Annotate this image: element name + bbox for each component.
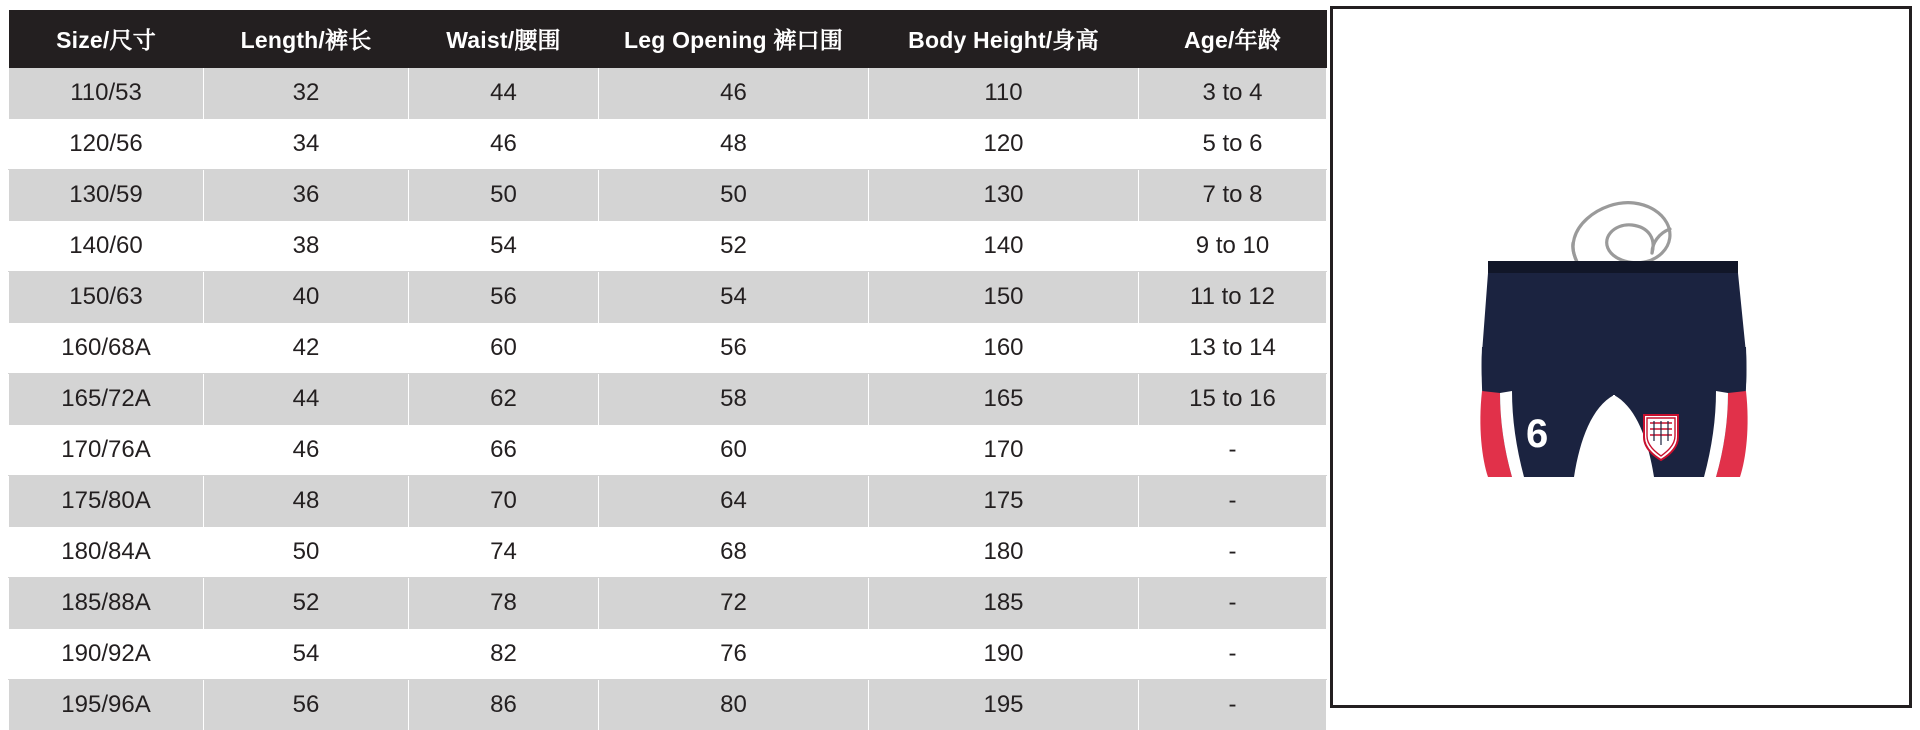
cell-size: 160/68A xyxy=(9,323,204,374)
cell-age: - xyxy=(1139,476,1327,527)
cell-age: 11 to 12 xyxy=(1139,272,1327,323)
cell-body-height: 180 xyxy=(869,527,1139,578)
cell-body-height: 110 xyxy=(869,68,1139,119)
drawstring-icon xyxy=(1573,203,1670,263)
table-row xyxy=(9,476,1327,527)
column-header-size: Size/尺寸 xyxy=(9,10,204,68)
cell-size: 190/92A xyxy=(9,629,204,680)
cell-size: 165/72A xyxy=(9,374,204,425)
table-row xyxy=(9,170,1327,221)
cell-size: 110/53 xyxy=(9,68,204,119)
cell-age: 7 to 8 xyxy=(1139,170,1327,221)
cell-length: 40 xyxy=(204,272,409,323)
cell-age: 3 to 4 xyxy=(1139,68,1327,119)
cell-size: 185/88A xyxy=(9,578,204,629)
cell-size: 130/59 xyxy=(9,170,204,221)
cell-waist: 46 xyxy=(409,119,599,170)
table-row xyxy=(9,425,1327,476)
cell-size: 140/60 xyxy=(9,221,204,272)
cell-waist: 60 xyxy=(409,323,599,374)
cell-leg-opening: 76 xyxy=(599,629,869,680)
cell-waist: 44 xyxy=(409,68,599,119)
column-header-leg-opening: Leg Opening 裤口围 xyxy=(599,10,869,68)
cell-leg-opening: 58 xyxy=(599,374,869,425)
cell-body-height: 140 xyxy=(869,221,1139,272)
cell-body-height: 185 xyxy=(869,578,1139,629)
cell-body-height: 190 xyxy=(869,629,1139,680)
cell-waist: 78 xyxy=(409,578,599,629)
cell-waist: 50 xyxy=(409,170,599,221)
cell-length: 46 xyxy=(204,425,409,476)
cell-leg-opening: 48 xyxy=(599,119,869,170)
cell-leg-opening: 80 xyxy=(599,680,869,730)
cell-length: 56 xyxy=(204,680,409,730)
table-row xyxy=(9,323,1327,374)
column-header-body-height: Body Height/身高 xyxy=(869,10,1139,68)
table-header-row xyxy=(9,10,1327,68)
cell-length: 36 xyxy=(204,170,409,221)
cell-length: 42 xyxy=(204,323,409,374)
cell-leg-opening: 54 xyxy=(599,272,869,323)
cell-body-height: 160 xyxy=(869,323,1139,374)
jersey-number: 6 xyxy=(1526,412,1548,456)
cell-body-height: 130 xyxy=(869,170,1139,221)
table-row xyxy=(9,578,1327,629)
product-image-pane xyxy=(1330,6,1912,708)
table-header xyxy=(9,10,1327,68)
cell-length: 44 xyxy=(204,374,409,425)
cell-waist: 54 xyxy=(409,221,599,272)
cell-age: - xyxy=(1139,629,1327,680)
cell-age: - xyxy=(1139,680,1327,730)
table-row xyxy=(9,374,1327,425)
cell-body-height: 150 xyxy=(869,272,1139,323)
cell-leg-opening: 56 xyxy=(599,323,869,374)
column-header-age: Age/年龄 xyxy=(1139,10,1327,68)
table-row xyxy=(9,119,1327,170)
shorts-svg xyxy=(1456,177,1786,537)
cell-waist: 74 xyxy=(409,527,599,578)
cell-body-height: 165 xyxy=(869,374,1139,425)
cell-length: 34 xyxy=(204,119,409,170)
cell-body-height: 170 xyxy=(869,425,1139,476)
cell-age: 13 to 14 xyxy=(1139,323,1327,374)
table-row xyxy=(9,527,1327,578)
table-row xyxy=(9,272,1327,323)
cell-leg-opening: 60 xyxy=(599,425,869,476)
cell-body-height: 175 xyxy=(869,476,1139,527)
cell-size: 195/96A xyxy=(9,680,204,730)
cell-length: 32 xyxy=(204,68,409,119)
cell-leg-opening: 64 xyxy=(599,476,869,527)
cell-size: 180/84A xyxy=(9,527,204,578)
cell-length: 54 xyxy=(204,629,409,680)
cell-leg-opening: 46 xyxy=(599,68,869,119)
cell-waist: 56 xyxy=(409,272,599,323)
cell-size: 150/63 xyxy=(9,272,204,323)
table-row xyxy=(9,680,1327,730)
table-row xyxy=(9,221,1327,272)
cell-age: 15 to 16 xyxy=(1139,374,1327,425)
cell-age: 9 to 10 xyxy=(1139,221,1327,272)
cell-size: 175/80A xyxy=(9,476,204,527)
cell-waist: 62 xyxy=(409,374,599,425)
cell-body-height: 195 xyxy=(869,680,1139,730)
cell-waist: 70 xyxy=(409,476,599,527)
size-chart-table xyxy=(8,10,1327,730)
waistband xyxy=(1488,261,1738,275)
cell-leg-opening: 50 xyxy=(599,170,869,221)
table-row xyxy=(9,629,1327,680)
cell-waist: 66 xyxy=(409,425,599,476)
cell-length: 38 xyxy=(204,221,409,272)
cell-size: 170/76A xyxy=(9,425,204,476)
cell-leg-opening: 52 xyxy=(599,221,869,272)
cell-age: - xyxy=(1139,578,1327,629)
cell-length: 48 xyxy=(204,476,409,527)
cell-body-height: 120 xyxy=(869,119,1139,170)
cell-age: 5 to 6 xyxy=(1139,119,1327,170)
cell-length: 52 xyxy=(204,578,409,629)
table-body xyxy=(9,68,1327,730)
cell-waist: 86 xyxy=(409,680,599,730)
cell-age: - xyxy=(1139,527,1327,578)
column-header-waist: Waist/腰围 xyxy=(409,10,599,68)
table-row xyxy=(9,68,1327,119)
cell-size: 120/56 xyxy=(9,119,204,170)
cell-leg-opening: 72 xyxy=(599,578,869,629)
column-header-length: Length/裤长 xyxy=(204,10,409,68)
cell-waist: 82 xyxy=(409,629,599,680)
shorts-illustration xyxy=(1456,177,1786,537)
cell-length: 50 xyxy=(204,527,409,578)
cell-age: - xyxy=(1139,425,1327,476)
cell-leg-opening: 68 xyxy=(599,527,869,578)
